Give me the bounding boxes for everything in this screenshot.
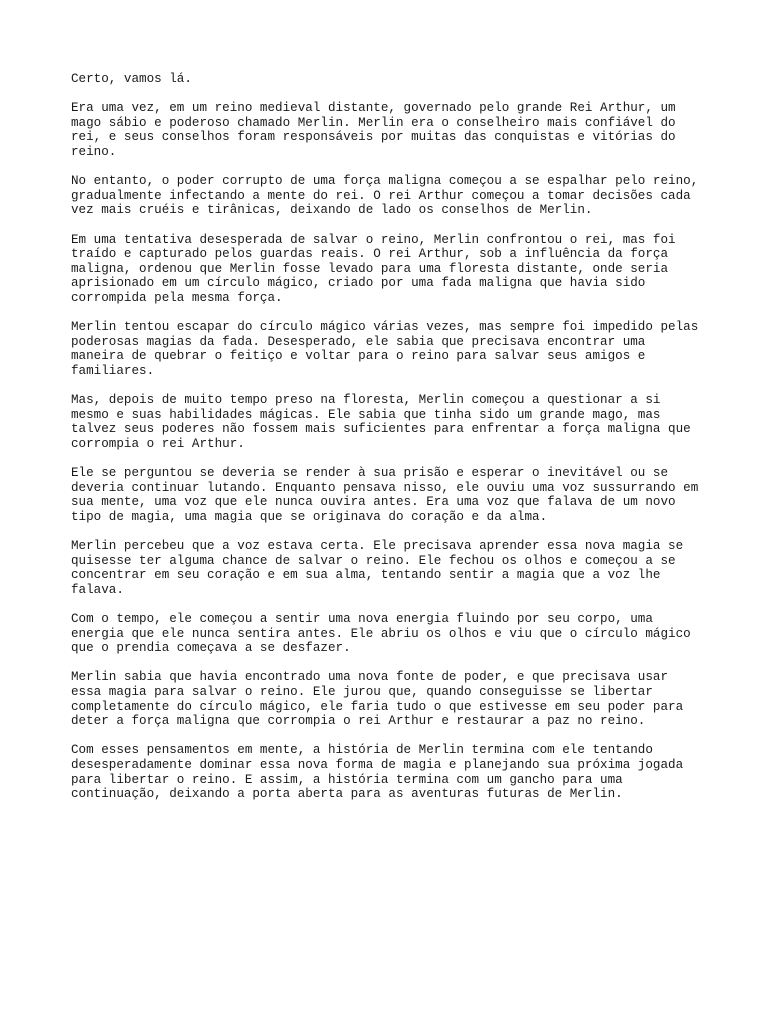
paragraph-10: Com esses pensamentos em mente, a história de Merlin termina com ele tentando desesperadamente dominar essa nova forma de magia e planejando sua próxima jogada para libertar o reino. E assim, a história termina com um gancho para uma continuação, deixando a porta aberta para as aventuras futuras de Merlin. <box>71 743 684 802</box>
document-page <box>71 72 711 816</box>
paragraph-9: Merlin sabia que havia encontrado uma nova fonte de poder, e que precisava usar essa magia para salvar o reino. Ele jurou que, quando conseguisse se libertar completamente do círculo mágico, ele faria tudo o que estivesse em seu poder para deter a força maligna que corrompia o rei Arthur e restaurar a paz no reino. <box>71 670 684 729</box>
paragraph-5: Mas, depois de muito tempo preso na floresta, Merlin começou a questionar a si mesmo e suas habilidades mágicas. Ele sabia que tinha sido um grande mago, mas talvez seus poderes não fossem mais suficientes para enfrentar a força maligna que corrompia o rei Arthur. <box>71 393 691 451</box>
paragraph-7: Merlin percebeu que a voz estava certa. Ele precisava aprender essa nova magia se quisesse ter alguma chance de salvar o reino. Ele fechou os olhos e começou a se concentrar em seu coração e em sua alma, tentando sentir a magia que a voz lhe falava. <box>71 539 684 597</box>
opening-line: Certo, vamos lá. <box>71 72 192 86</box>
paragraph-4: Merlin tentou escapar do círculo mágico várias vezes, mas sempre foi impedido pelas poderosas magias da fada. Desesperado, ele sabia que precisava encontrar uma maneira de quebrar o feitiço e voltar para o reino para salvar seus amigos e familiares. <box>71 320 699 378</box>
paragraph-2: No entanto, o poder corrupto de uma força maligna começou a se espalhar pelo reino, gradualmente infectando a mente do rei. O rei Arthur começou a tomar decisões cada vez mais cruéis e tirânicas, deixando de lado os conselhos de Merlin. <box>71 174 699 218</box>
paragraph-3: Em uma tentativa desesperada de salvar o reino, Merlin confrontou o rei, mas foi traído e capturado pelos guardas reais. O rei Arthur, sob a influência da força maligna, ordenou que Merlin fosse levado para uma floresta distante, onde seria aprisionado em um círculo mágico, criado por uma fada maligna que havia sido corrompida pela mesma força. <box>71 232 676 305</box>
paragraph-6: Ele se perguntou se deveria se render à sua prisão e esperar o inevitável ou se deveria continuar lutando. Enquanto pensava nisso, ele ouviu uma voz sussurrando em sua mente, uma voz que ele nunca ouvira antes. Era uma voz que falava de um novo tipo de magia, uma magia que se originava do coração e da alma. <box>71 466 699 524</box>
paragraph-1: Era uma vez, em um reino medieval distante, governado pelo grande Rei Arthur, um mago sábio e poderoso chamado Merlin. Merlin era o conselheiro mais confiável do rei, e seus conselhos foram responsáveis por muitas das conquistas e vitórias do reino. <box>71 101 676 159</box>
paragraph-8: Com o tempo, ele começou a sentir uma nova energia fluindo por seu corpo, uma energia que ele nunca sentira antes. Ele abriu os olhos e viu que o círculo mágico que o prendia começava a se desfazer. <box>71 611 691 656</box>
